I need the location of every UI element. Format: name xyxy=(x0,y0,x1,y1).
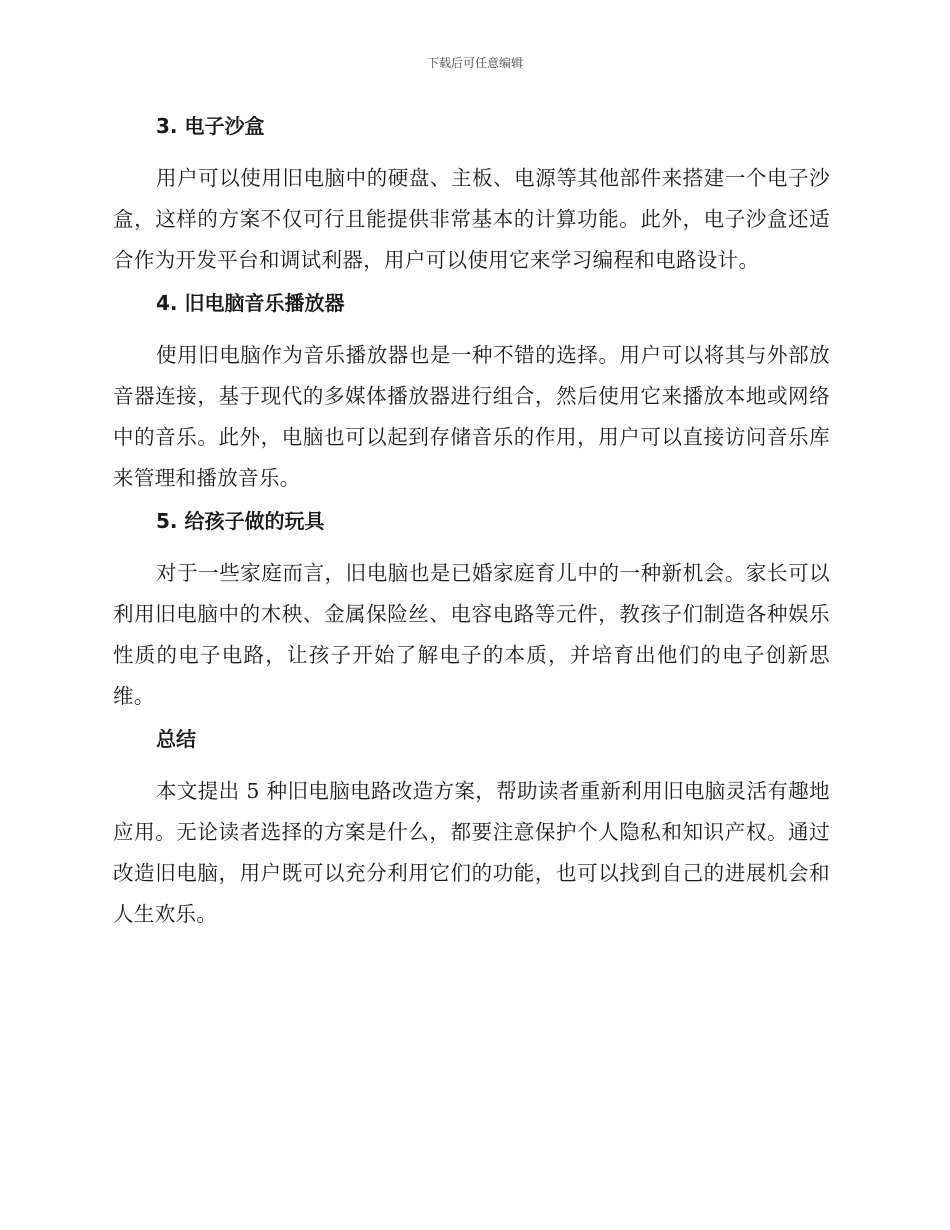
section-summary xyxy=(113,723,830,935)
section-heading: 5. 给孩子做的玩具 xyxy=(156,509,325,533)
section-kids-toy xyxy=(113,505,830,717)
section-heading: 4. 旧电脑音乐播放器 xyxy=(156,291,345,315)
section-paragraph: 使用旧电脑作为音乐播放器也是一种不错的选择。用户可以将其与外部放音器连接，基于现代的多媒体播放器进行组合，然后使用它来播放本地或网络中的音乐。此外，电脑也可以起到存储音乐的作用，用户可以直接访问音乐库来管理和播放音乐。 xyxy=(113,343,830,490)
page-header: 下载后可任意编辑 xyxy=(426,56,523,70)
section-heading: 总结 xyxy=(156,727,196,751)
section-heading: 3. 电子沙盒 xyxy=(156,114,265,138)
section-music-player xyxy=(113,287,830,499)
section-paragraph: 用户可以使用旧电脑中的硬盘、主板、电源等其他部件来搭建一个电子沙盒，这样的方案不仅可行且能提供非常基本的计算功能。此外，电子沙盒还适合作为开发平台和调试利器，用户可以使用它来学习编程和电路设计。 xyxy=(113,166,830,272)
section-electronic-sandbox xyxy=(113,110,830,281)
section-paragraph: 本文提出 5 种旧电脑电路改造方案，帮助读者重新利用旧电脑灵活有趣地应用。无论读者选择的方案是什么，都要注意保护个人隐私和知识产权。通过改造旧电脑，用户既可以充分利用它们的功能，也可以找到自己的进展机会和人生欢乐。 xyxy=(113,779,830,926)
document-body xyxy=(113,110,830,941)
section-paragraph: 对于一些家庭而言，旧电脑也是已婚家庭育儿中的一种新机会。家长可以利用旧电脑中的木秧、金属保险丝、电容电路等元件，教孩子们制造各种娱乐性质的电子电路，让孩子开始了解电子的本质，并培育出他们的电子创新思维。 xyxy=(113,561,830,708)
